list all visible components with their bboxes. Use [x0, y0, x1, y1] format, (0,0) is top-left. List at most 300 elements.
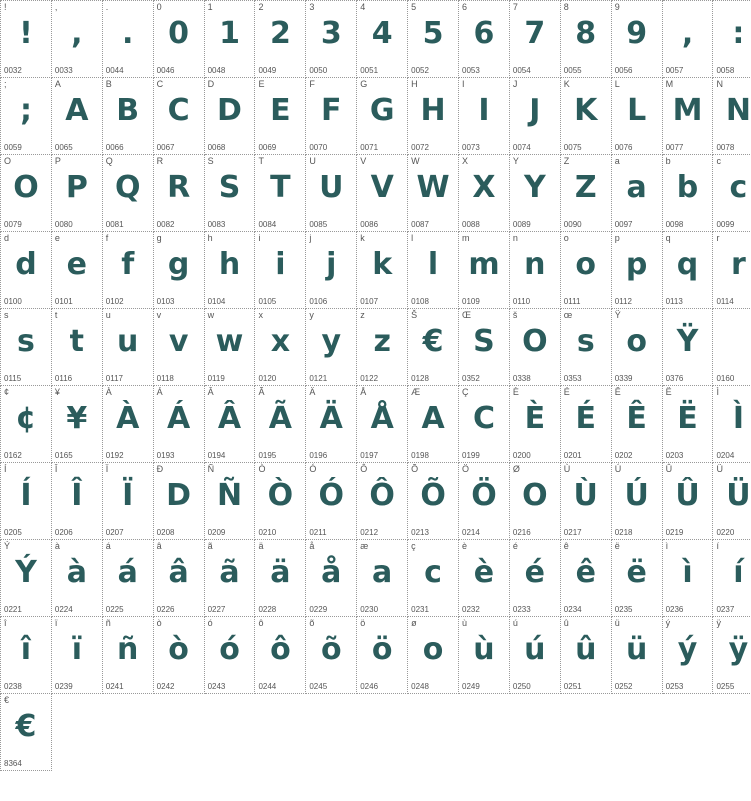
- glyph-cell-glyph: Ù: [573, 478, 598, 513]
- glyph-cell-label: Œ: [462, 310, 472, 320]
- glyph-cell-code: 0050: [309, 66, 328, 75]
- glyph-cell-code: 0117: [105, 374, 123, 383]
- glyph-cell[interactable]: [51, 78, 102, 155]
- glyph-cell[interactable]: [51, 232, 102, 309]
- glyph-cell[interactable]: [102, 386, 153, 463]
- table-row: [1, 386, 751, 463]
- glyph-cell[interactable]: [102, 309, 153, 386]
- glyph-cell-label: ;: [4, 79, 7, 89]
- glyph-cell-code: 0165: [54, 451, 73, 460]
- glyph-cell-code: 0085: [309, 220, 328, 229]
- glyph-cell-label: À: [105, 387, 112, 397]
- glyph-cell-label: Ò: [258, 464, 266, 474]
- glyph-cell[interactable]: [306, 540, 357, 617]
- glyph-cell-glyph: í: [733, 555, 744, 590]
- glyph-cell-glyph: ë: [626, 555, 647, 590]
- glyph-cell-glyph: ù: [473, 632, 495, 667]
- glyph-cell-glyph: Y: [523, 170, 546, 205]
- glyph-cell[interactable]: [153, 540, 204, 617]
- glyph-cell[interactable]: [357, 155, 408, 232]
- glyph-cell-label: Ö: [462, 464, 470, 474]
- glyph-cell[interactable]: [204, 463, 255, 540]
- glyph-cell[interactable]: [51, 155, 102, 232]
- glyph-cell[interactable]: [408, 386, 459, 463]
- glyph-cell-label: Ý: [4, 541, 11, 551]
- glyph-cell-glyph: ,: [71, 16, 83, 51]
- glyph-cell[interactable]: [662, 540, 713, 617]
- glyph-cell[interactable]: [153, 155, 204, 232]
- glyph-cell[interactable]: [408, 463, 459, 540]
- glyph-cell-code: 0376: [665, 374, 684, 383]
- glyph-cell[interactable]: [306, 1, 357, 78]
- glyph-cell[interactable]: [509, 1, 560, 78]
- glyph-cell[interactable]: [255, 309, 306, 386]
- glyph-cell-label: ¢: [4, 387, 10, 397]
- glyph-cell-glyph: ó: [219, 632, 240, 667]
- glyph-cell-label: Á: [156, 387, 163, 397]
- glyph-cell[interactable]: [459, 463, 510, 540]
- glyph-cell-label: Ÿ: [614, 310, 621, 320]
- glyph-cell[interactable]: [408, 232, 459, 309]
- glyph-cell-code: 0083: [207, 220, 226, 229]
- glyph-cell-label: å: [309, 541, 315, 551]
- glyph-cell[interactable]: [204, 617, 255, 694]
- glyph-cell-glyph: I: [478, 93, 490, 128]
- glyph-cell[interactable]: [357, 463, 408, 540]
- glyph-cell[interactable]: [357, 309, 408, 386]
- glyph-cell-code: 0046: [156, 66, 175, 75]
- glyph-cell[interactable]: [459, 232, 510, 309]
- glyph-cell-glyph: m: [468, 247, 500, 282]
- glyph-cell[interactable]: [662, 386, 713, 463]
- glyph-cell-code: 0032: [4, 66, 22, 75]
- glyph-cell-code: 0044: [105, 66, 124, 75]
- glyph-cell-glyph: â: [168, 555, 189, 590]
- glyph-cell-glyph: k: [372, 247, 393, 282]
- glyph-cell[interactable]: [204, 232, 255, 309]
- glyph-cell-code: 0232: [462, 605, 480, 614]
- glyph-cell-glyph: Û: [675, 478, 700, 513]
- glyph-cell[interactable]: [560, 78, 611, 155]
- glyph-cell[interactable]: [153, 1, 204, 78]
- glyph-cell[interactable]: [509, 232, 560, 309]
- glyph-cell-label: à: [54, 541, 60, 551]
- glyph-cell[interactable]: [611, 78, 662, 155]
- glyph-cell-code: 0202: [614, 451, 633, 460]
- glyph-cell-glyph: A: [421, 401, 445, 436]
- glyph-cell-code: 0108: [411, 297, 429, 306]
- glyph-cell[interactable]: [51, 386, 102, 463]
- glyph-cell-glyph: é: [524, 555, 546, 590]
- glyph-cell[interactable]: [560, 540, 611, 617]
- glyph-cell-label: ñ: [105, 618, 111, 628]
- glyph-cell-label: !: [4, 2, 7, 12]
- glyph-cell-code: 0224: [54, 605, 73, 614]
- glyph-cell[interactable]: [713, 1, 751, 78]
- glyph-cell-code: 0111: [563, 297, 581, 306]
- glyph-cell-label: m: [462, 233, 470, 243]
- glyph-cell[interactable]: [1, 386, 52, 463]
- glyph-cell-code: 0196: [309, 451, 328, 460]
- glyph-cell-code: 0115: [4, 374, 22, 383]
- glyph-cell-glyph: á: [117, 555, 138, 590]
- glyph-cell-label: ò: [156, 618, 162, 628]
- glyph-cell[interactable]: [662, 309, 713, 386]
- glyph-cell[interactable]: [255, 386, 306, 463]
- glyph-cell[interactable]: [1, 309, 52, 386]
- glyph-cell[interactable]: [51, 1, 102, 78]
- glyph-cell-glyph: Q: [114, 170, 141, 205]
- glyph-cell[interactable]: [51, 540, 102, 617]
- glyph-cell[interactable]: [102, 155, 153, 232]
- glyph-cell[interactable]: [713, 463, 751, 540]
- glyph-cell[interactable]: [611, 155, 662, 232]
- glyph-cell-label: š: [512, 310, 518, 320]
- glyph-cell[interactable]: [713, 232, 751, 309]
- glyph-cell[interactable]: [357, 232, 408, 309]
- glyph-cell-glyph: M: [672, 93, 703, 128]
- glyph-cell-code: 0076: [614, 143, 633, 152]
- glyph-cell[interactable]: [153, 386, 204, 463]
- glyph-cell[interactable]: [1, 694, 52, 771]
- glyph-cell[interactable]: [357, 1, 408, 78]
- glyph-cell[interactable]: [459, 309, 510, 386]
- glyph-cell[interactable]: [560, 1, 611, 78]
- glyph-cell[interactable]: [204, 540, 255, 617]
- glyph-cell-code: 0339: [614, 374, 633, 383]
- glyph-cell-glyph: ý: [677, 632, 698, 667]
- glyph-cell-label: D: [207, 79, 215, 89]
- glyph-cell-glyph: Í: [20, 478, 32, 513]
- glyph-cell-glyph: s: [17, 324, 35, 359]
- glyph-cell-label: r: [716, 233, 720, 243]
- glyph-cell-glyph: À: [116, 401, 140, 436]
- glyph-cell-label: w: [207, 310, 215, 320]
- glyph-cell-code: 0080: [54, 220, 73, 229]
- glyph-cell[interactable]: [459, 617, 510, 694]
- glyph-cell[interactable]: [357, 386, 408, 463]
- glyph-cell-glyph: L: [627, 93, 647, 128]
- table-row: [1, 694, 751, 771]
- table-row: [1, 78, 751, 155]
- glyph-cell[interactable]: [1, 540, 52, 617]
- glyph-cell-code: 0246: [360, 682, 379, 691]
- glyph-cell-label: ô: [258, 618, 264, 628]
- glyph-cell[interactable]: [713, 309, 751, 386]
- glyph-cell[interactable]: [204, 309, 255, 386]
- glyph-cell[interactable]: [662, 78, 713, 155]
- glyph-cell[interactable]: [204, 1, 255, 78]
- glyph-cell-glyph: à: [66, 555, 87, 590]
- glyph-cell[interactable]: [560, 232, 611, 309]
- glyph-cell-code: 0227: [207, 605, 226, 614]
- glyph-cell-label: Ø: [512, 464, 520, 474]
- glyph-cell[interactable]: [662, 1, 713, 78]
- glyph-cell-code: 0221: [4, 605, 22, 614]
- glyph-cell-code: 0213: [411, 528, 429, 537]
- glyph-cell-label: F: [309, 79, 315, 89]
- glyph-cell[interactable]: [306, 386, 357, 463]
- glyph-cell-label: J: [512, 79, 518, 89]
- glyph-cell[interactable]: [560, 155, 611, 232]
- glyph-cell[interactable]: [306, 78, 357, 155]
- glyph-cell-label: â: [156, 541, 162, 551]
- glyph-cell-code: 0054: [512, 66, 531, 75]
- glyph-cell-code: 0052: [411, 66, 429, 75]
- glyph-cell-label: 5: [411, 2, 417, 12]
- glyph-cell[interactable]: [102, 1, 153, 78]
- glyph-cell[interactable]: [560, 386, 611, 463]
- glyph-cell-code: 0225: [105, 605, 124, 614]
- glyph-cell[interactable]: [51, 309, 102, 386]
- glyph-cell[interactable]: [255, 540, 306, 617]
- glyph-cell-glyph: g: [167, 247, 190, 282]
- glyph-cell[interactable]: [560, 617, 611, 694]
- glyph-cell[interactable]: [1, 617, 52, 694]
- glyph-cell-glyph: b: [676, 170, 699, 205]
- glyph-cell-code: 0233: [512, 605, 531, 614]
- glyph-cell[interactable]: [357, 78, 408, 155]
- glyph-cell-glyph: Ý: [15, 555, 37, 590]
- glyph-cell[interactable]: [662, 232, 713, 309]
- glyph-cell-label: H: [411, 79, 418, 89]
- glyph-cell-code: 0070: [309, 143, 328, 152]
- glyph-cell[interactable]: [102, 463, 153, 540]
- glyph-cell[interactable]: [102, 78, 153, 155]
- glyph-cell[interactable]: [306, 309, 357, 386]
- glyph-cell-glyph: ê: [575, 555, 596, 590]
- glyph-cell[interactable]: [153, 232, 204, 309]
- glyph-cell-label: W: [411, 156, 420, 166]
- glyph-cell[interactable]: [459, 540, 510, 617]
- glyph-cell[interactable]: [1, 463, 52, 540]
- glyph-cell-code: 0208: [156, 528, 175, 537]
- glyph-cell-code: 0051: [360, 66, 379, 75]
- glyph-cell[interactable]: [102, 232, 153, 309]
- glyph-cell[interactable]: [611, 386, 662, 463]
- glyph-cell-label: X: [462, 156, 469, 166]
- glyph-cell-code: 0237: [716, 605, 735, 614]
- glyph-cell[interactable]: [255, 78, 306, 155]
- glyph-cell[interactable]: [306, 155, 357, 232]
- glyph-cell[interactable]: [713, 617, 751, 694]
- glyph-cell[interactable]: [560, 463, 611, 540]
- glyph-cell[interactable]: [153, 463, 204, 540]
- glyph-cell-glyph: Ã: [268, 401, 292, 436]
- glyph-cell-label: q: [665, 233, 671, 243]
- empty-area: [51, 694, 751, 771]
- glyph-cell[interactable]: [1, 1, 52, 78]
- glyph-cell[interactable]: [306, 617, 357, 694]
- glyph-cell-glyph: ;: [19, 93, 32, 128]
- glyph-cell-code: 0226: [156, 605, 175, 614]
- glyph-cell-code: 0160: [716, 374, 735, 383]
- glyph-cell[interactable]: [611, 463, 662, 540]
- glyph-cell-glyph: å: [321, 555, 342, 590]
- glyph-cell-glyph: j: [326, 247, 337, 282]
- glyph-cell-label: t: [54, 310, 58, 320]
- glyph-cell[interactable]: [509, 155, 560, 232]
- glyph-cell[interactable]: [713, 386, 751, 463]
- glyph-cell-label: P: [54, 156, 61, 166]
- glyph-cell[interactable]: [306, 232, 357, 309]
- glyph-cell[interactable]: [204, 155, 255, 232]
- glyph-cell-glyph: 1: [219, 16, 240, 51]
- glyph-cell-code: 0243: [207, 682, 226, 691]
- glyph-cell-glyph: Â: [217, 401, 242, 436]
- glyph-cell[interactable]: [1, 78, 52, 155]
- glyph-cell-code: 0192: [105, 451, 124, 460]
- glyph-cell[interactable]: [662, 463, 713, 540]
- glyph-cell[interactable]: [611, 1, 662, 78]
- glyph-cell-code: 0229: [309, 605, 328, 614]
- glyph-cell[interactable]: [408, 309, 459, 386]
- glyph-cell-label: Y: [512, 156, 519, 166]
- table-row: [1, 540, 751, 617]
- glyph-cell[interactable]: [509, 617, 560, 694]
- glyph-cell-label: T: [258, 156, 264, 166]
- glyph-cell-glyph: Ä: [319, 401, 343, 436]
- glyph-cell[interactable]: [509, 386, 560, 463]
- glyph-cell[interactable]: [611, 617, 662, 694]
- glyph-cell-glyph: Z: [574, 170, 597, 205]
- glyph-cell[interactable]: [408, 617, 459, 694]
- glyph-cell-code: 0353: [563, 374, 582, 383]
- glyph-cell[interactable]: [408, 78, 459, 155]
- glyph-cell[interactable]: [153, 78, 204, 155]
- glyph-cell-glyph: ì: [682, 555, 693, 590]
- glyph-cell-glyph: x: [270, 324, 291, 359]
- glyph-cell[interactable]: [509, 78, 560, 155]
- glyph-cell-label: f: [105, 233, 109, 243]
- glyph-cell-label: Í: [4, 464, 7, 474]
- glyph-cell-glyph: S: [473, 324, 495, 359]
- glyph-cell[interactable]: [255, 1, 306, 78]
- glyph-cell-code: 0071: [360, 143, 379, 152]
- glyph-cell[interactable]: [255, 155, 306, 232]
- glyph-cell[interactable]: [611, 309, 662, 386]
- glyph-cell-label: k: [360, 233, 365, 243]
- glyph-cell[interactable]: [51, 463, 102, 540]
- glyph-cell-code: 0100: [4, 297, 22, 306]
- glyph-cell-glyph: È: [524, 401, 546, 436]
- glyph-cell-label: ï: [54, 618, 58, 628]
- glyph-cell-code: 0087: [411, 220, 429, 229]
- glyph-cell-glyph: Ï: [122, 478, 134, 513]
- glyph-cell[interactable]: [255, 617, 306, 694]
- glyph-cell[interactable]: [662, 617, 713, 694]
- glyph-cell-label: L: [614, 79, 620, 89]
- glyph-cell-glyph: :: [732, 16, 745, 51]
- glyph-cell-glyph: ú: [524, 632, 546, 667]
- glyph-cell[interactable]: [509, 309, 560, 386]
- glyph-cell-glyph: Ú: [624, 478, 649, 513]
- glyph-cell-label: ë: [614, 541, 620, 551]
- glyph-cell[interactable]: [713, 155, 751, 232]
- glyph-cell-glyph: 9: [626, 16, 648, 51]
- glyph-cell-glyph: 8: [575, 16, 597, 51]
- glyph-cell-glyph: P: [65, 170, 88, 205]
- glyph-cell-code: 0066: [105, 143, 124, 152]
- glyph-cell-glyph: o: [422, 632, 444, 667]
- glyph-cell[interactable]: [611, 232, 662, 309]
- glyph-cell[interactable]: [662, 155, 713, 232]
- glyph-cell-label: ã: [207, 541, 213, 551]
- glyph-cell[interactable]: [153, 617, 204, 694]
- glyph-cell-label: Š: [411, 310, 418, 320]
- glyph-cell-glyph: a: [626, 170, 647, 205]
- glyph-cell-label: O: [4, 156, 12, 166]
- glyph-cell[interactable]: [306, 463, 357, 540]
- glyph-cell-glyph: ö: [371, 632, 393, 667]
- glyph-cell-label: Â: [207, 387, 214, 397]
- glyph-cell-code: 0204: [716, 451, 735, 460]
- glyph-cell-code: 0081: [105, 220, 124, 229]
- glyph-cell-code: 0255: [716, 682, 735, 691]
- glyph-cell-label: 3: [309, 2, 315, 12]
- glyph-cell[interactable]: [204, 78, 255, 155]
- glyph-cell[interactable]: [459, 155, 510, 232]
- glyph-cell[interactable]: [357, 617, 408, 694]
- glyph-cell[interactable]: [611, 540, 662, 617]
- glyph-cell-label: œ: [563, 310, 573, 320]
- glyph-cell-code: 0231: [411, 605, 429, 614]
- glyph-cell[interactable]: [560, 309, 611, 386]
- glyph-cell[interactable]: [509, 463, 560, 540]
- glyph-cell[interactable]: [255, 463, 306, 540]
- glyph-cell[interactable]: [102, 617, 153, 694]
- glyph-cell[interactable]: [357, 540, 408, 617]
- glyph-cell-label: ý: [665, 618, 671, 628]
- glyph-cell-glyph: N: [725, 93, 751, 128]
- glyph-cell-code: 0082: [156, 220, 175, 229]
- glyph-cell-label: I: [462, 79, 465, 89]
- glyph-cell-code: 0230: [360, 605, 379, 614]
- glyph-cell-code: 0112: [614, 297, 632, 306]
- glyph-cell-label: Ï: [105, 464, 109, 474]
- glyph-cell[interactable]: [1, 155, 52, 232]
- glyph-cell-glyph: 5: [422, 16, 444, 51]
- glyph-cell-label: Î: [54, 464, 58, 474]
- glyph-cell[interactable]: [51, 617, 102, 694]
- glyph-cell[interactable]: [713, 540, 751, 617]
- glyph-cell-glyph: Ÿ: [676, 324, 699, 359]
- glyph-cell-glyph: Ö: [471, 478, 497, 513]
- glyph-cell[interactable]: [509, 540, 560, 617]
- glyph-cell-label: V: [360, 156, 367, 166]
- glyph-cell[interactable]: [408, 155, 459, 232]
- glyph-cell-label: y: [309, 310, 314, 320]
- glyph-cell[interactable]: [102, 540, 153, 617]
- glyph-cell[interactable]: [459, 78, 510, 155]
- glyph-cell[interactable]: [255, 232, 306, 309]
- glyph-cell-glyph: v: [168, 324, 189, 359]
- glyph-cell[interactable]: [459, 386, 510, 463]
- glyph-cell[interactable]: [713, 78, 751, 155]
- table-row: [1, 309, 751, 386]
- glyph-cell-code: 0106: [309, 297, 328, 306]
- glyph-cell[interactable]: [459, 1, 510, 78]
- glyph-cell[interactable]: [1, 232, 52, 309]
- glyph-cell[interactable]: [204, 386, 255, 463]
- glyph-cell[interactable]: [153, 309, 204, 386]
- glyph-cell-label: C: [156, 79, 164, 89]
- glyph-cell[interactable]: [408, 540, 459, 617]
- glyph-cell[interactable]: [408, 1, 459, 78]
- glyph-cell-glyph: Ê: [626, 401, 647, 436]
- glyph-cell-glyph: F: [321, 93, 342, 128]
- glyph-cell-label: Ç: [462, 387, 469, 397]
